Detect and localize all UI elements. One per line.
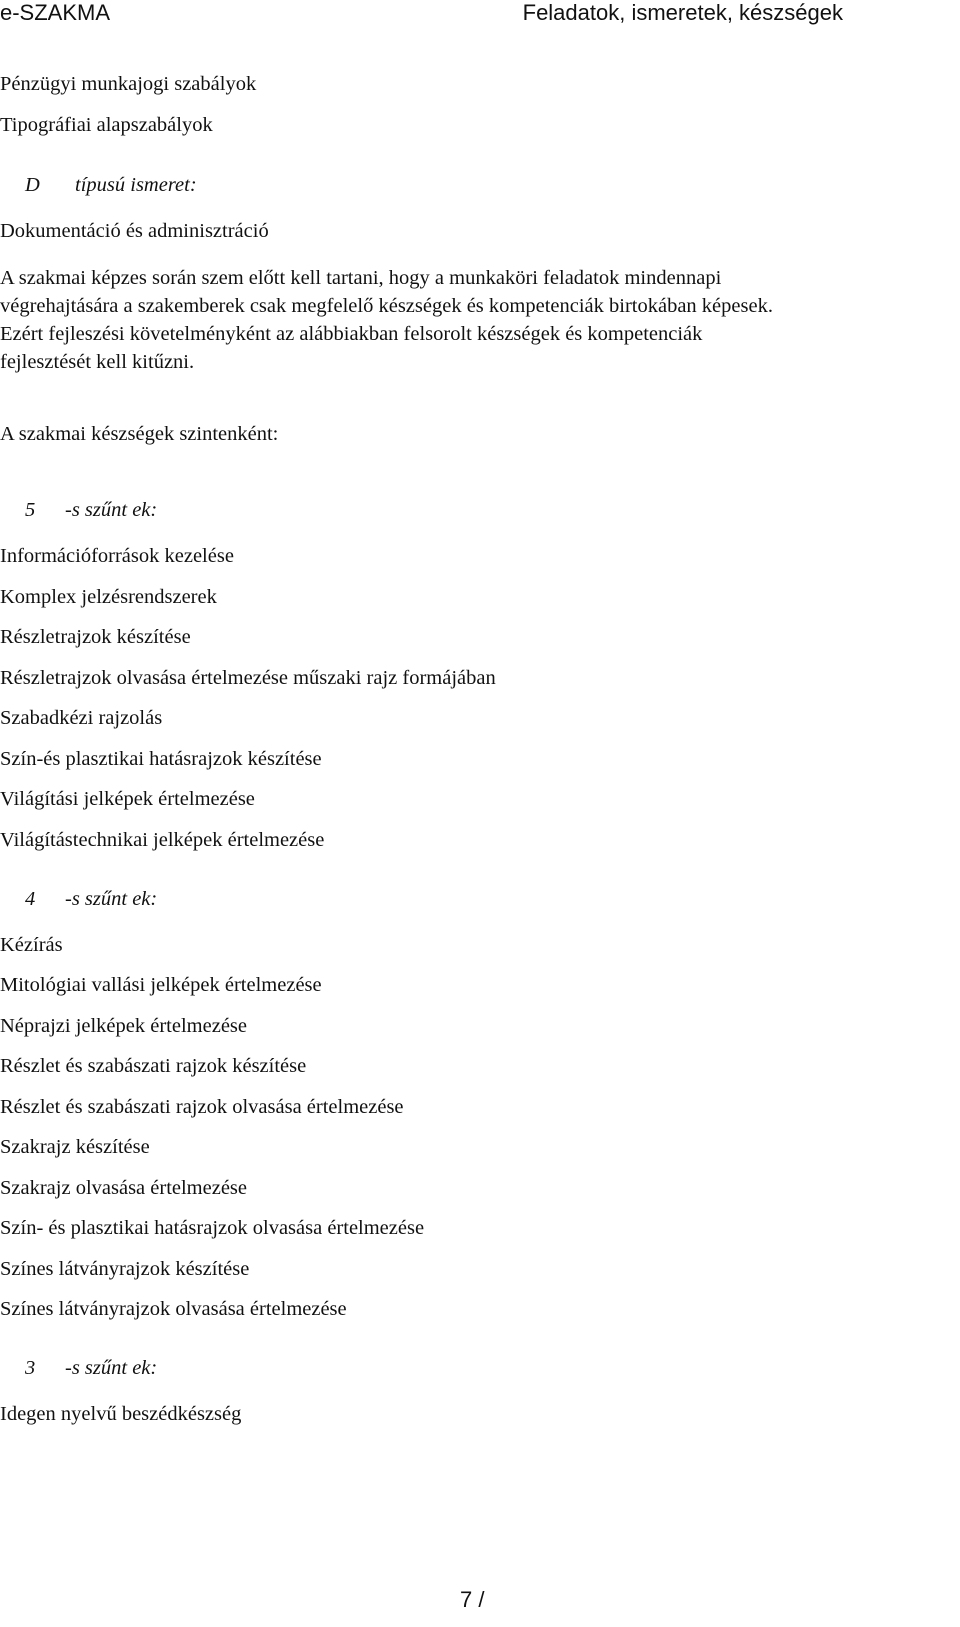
level-5-item: Szabadkézi rajzolás <box>0 707 163 729</box>
level-4-item: Színes látványrajzok olvasása értelmezése <box>0 1298 347 1320</box>
type-text: típusú ismeret: <box>75 174 197 196</box>
header-section-title: Feladatok, ismeretek, készségek <box>522 0 843 25</box>
paragraph-line: végrehajtására a szakemberek csak megfelelő készségek és kompetenciák birtokában képesek. <box>0 295 773 317</box>
level-4-item: Kézírás <box>0 934 63 956</box>
skills-intro: A szakmai készségek szintenként: <box>0 423 279 445</box>
level-5-item: Komplex jelzésrendszerek <box>0 586 217 608</box>
level-3-heading <box>0 1357 300 1383</box>
level-label: -s szűnt ek: <box>65 499 158 521</box>
level-label: -s szűnt ek: <box>65 888 158 910</box>
level-4-item: Részlet és szabászati rajzok készítése <box>0 1055 307 1077</box>
level-number: 5 <box>25 499 36 521</box>
page-header <box>0 0 960 30</box>
list-item: Pénzügyi munkajogi szabályok <box>0 73 257 95</box>
paragraph-line: fejlesztését kell kitűzni. <box>0 351 195 373</box>
level-5-item: Világítástechnikai jelképek értelmezése <box>0 829 325 851</box>
level-3-item: Idegen nyelvű beszédkészség <box>0 1403 242 1425</box>
level-5-heading <box>0 499 300 525</box>
level-5-item: Szín-és plasztikai hatásrajzok készítése <box>0 748 322 770</box>
level-5-item: Információforrások kezelése <box>0 545 234 567</box>
header-brand: e-SZAKMA <box>0 0 111 25</box>
level-4-item: Részlet és szabászati rajzok olvasása értelmezése <box>0 1096 404 1118</box>
type-letter: D <box>25 174 40 196</box>
level-4-item: Szakrajz készítése <box>0 1136 150 1158</box>
page-number: 7 / <box>460 1587 485 1612</box>
level-4-item: Szakrajz olvasása értelmezése <box>0 1177 248 1199</box>
paragraph-line: Ezért fejleszési követelményként az alábbiakban felsorolt készségek és kompetenciák <box>0 323 703 345</box>
list-item: Tipográfiai alapszabályok <box>0 114 213 136</box>
level-4-item: Színes látványrajzok készítése <box>0 1258 250 1280</box>
level-4-heading <box>0 888 300 914</box>
level-label: -s szűnt ek: <box>65 1357 158 1379</box>
level-5-item: Részletrajzok készítése <box>0 626 191 648</box>
type-label <box>0 174 400 200</box>
level-4-item: Néprajzi jelképek értelmezése <box>0 1015 247 1037</box>
level-number: 4 <box>25 888 36 910</box>
level-4-item: Szín- és plasztikai hatásrajzok olvasása értelmezése <box>0 1217 425 1239</box>
paragraph-line: A szakmai képzes során szem előtt kell tartani, hogy a munkaköri feladatok mindennapi <box>0 267 722 289</box>
type-item: Dokumentáció és adminisztráció <box>0 220 269 242</box>
level-5-item: Részletrajzok olvasása értelmezése műszaki rajz formájában <box>0 667 496 689</box>
level-number: 3 <box>25 1357 36 1379</box>
level-5-item: Világítási jelképek értelmezése <box>0 788 255 810</box>
level-4-item: Mitológiai vallási jelképek értelmezése <box>0 974 322 996</box>
